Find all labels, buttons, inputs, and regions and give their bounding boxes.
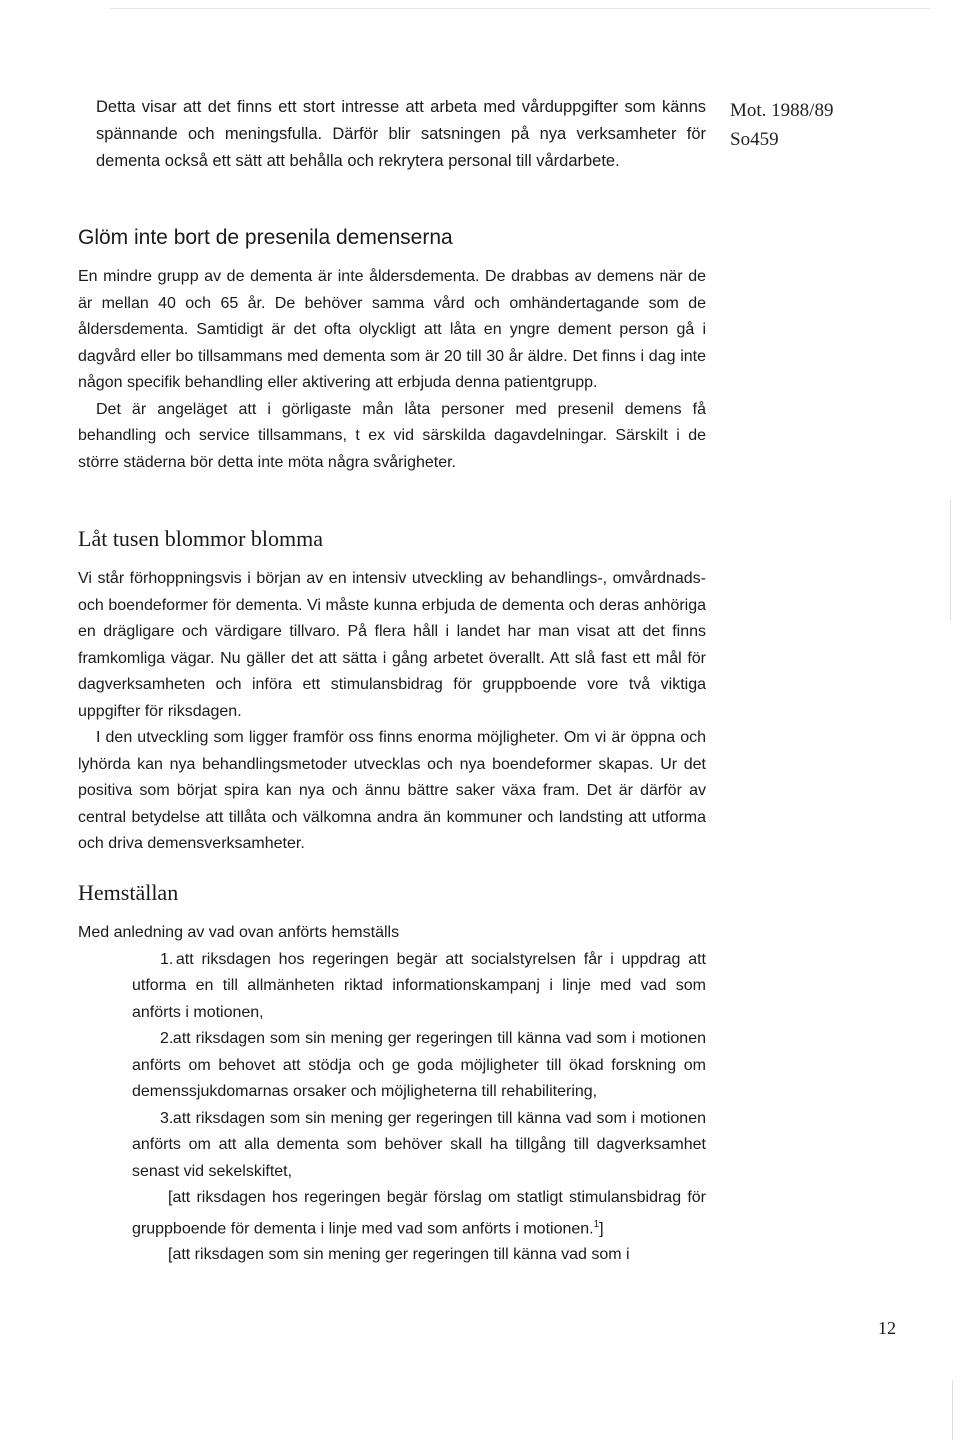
item-text: att riksdagen hos regeringen begär att socialstyrelsen får i uppdrag att utforma en till allmänheten riktad informationskampanj i linje med vad som anförts i motionen, — [132, 950, 706, 1021]
scan-edge-line — [952, 1380, 953, 1440]
intro-paragraph: Detta visar att det finns ett stort intresse att arbeta med vårduppgifter som känns spännande och meningsfulla. Därför blir satsningen på nya verksamheter för dementa också ett sätt att behålla och rekrytera personal till vårdarbete. — [96, 98, 706, 170]
item-text: att riksdagen som sin mening ger regeringen till känna vad som i motionen anförts om behovet att stödja och ge goda möjligheter till ökad forskning om demenssjukdomarnas orsaker och möjligheterna till rehabilitering, — [132, 1030, 706, 1100]
item-text: [att riksdagen hos regeringen begär förslag om statligt stimulansbidrag för gruppboende för dementa i linje med vad som anförts i motionen. — [132, 1189, 706, 1237]
item-text: att riksdagen som sin mening ger regeringen till känna vad som i motionen anförts om att alla dementa som behöver skall ha tillgång till dagverksamhet senast vid sekelskiftet, — [132, 1109, 706, 1180]
request-item — [132, 947, 706, 1027]
request-item-bracketed — [132, 1242, 706, 1269]
request-item — [132, 1026, 706, 1106]
scan-edge-line — [950, 500, 951, 620]
paragraph: En mindre grupp av de dementa är inte åldersdementa. De drabbas av demens när de är mellan 40 och 65 år. De behöver samma vård och omhändertagande som de åldersdementa. Samtidigt är det ofta olyckligt att låta en yngre dement person gå i dagvård eller bo tillsammans med dementa som är 20 till 30 år äldre. Det finns i dag inte någon specifik behandling eller aktivering att erbjuda denna patientgrupp. — [78, 268, 706, 391]
request-lead: Med anledning av vad ovan anförts hemställs — [78, 924, 400, 941]
request-item — [132, 1106, 706, 1186]
section-heading: Hemställan — [78, 880, 179, 905]
paragraph: I den utveckling som ligger framför oss finns enorma möjligheter. Om vi är öppna och lyhörda kan nya behandlingsmetoder utvecklas och nya boendeformer skapas. Ur det positiva som börjat spira kan nya och ännu bättre saker växa fram. Det är därför av central betydelse att tillåta och välkomna andra än kommuner och landsting att utforma och driva demensverksamheter. — [78, 729, 706, 852]
item-text: [att riksdagen som sin mening ger regeringen till känna vad som i — [168, 1246, 630, 1264]
section-request — [78, 880, 706, 1269]
item-number: 1. — [160, 950, 174, 968]
paragraph: Vi står förhoppningsvis i början av en intensiv utveckling av behandlings-, omvårdnads- och boendeformer för dementa. Vi måste kunna erbjuda de dementa och deras anhöriga en drägligare och värdigare tillvaro. På flera håll i landet har man visat att det finns framkomliga vägar. Nu gäller det att sätta i gång arbetet överallt. Att slå fast ett mål för dagverksamheten och införa ett stimulansbidrag för gruppboende vore två viktiga uppgifter för riksdagen. — [78, 570, 706, 720]
footnote-marker: 1 — [593, 1218, 600, 1230]
section-heading: Glöm inte bort de presenila demenserna — [78, 226, 453, 249]
scan-top-rule — [110, 8, 930, 9]
paragraph: Det är angeläget att i görligaste mån låta personer med presenil demens få behandling och service tillsammans, t ex vid särskilda dagavdelningar. Särskilt i de större städerna bör detta inte möta några svårigheter. — [78, 400, 706, 471]
item-number: 3. — [160, 1109, 174, 1127]
bracket-close: ] — [599, 1219, 604, 1237]
page-number: 12 — [878, 1318, 896, 1338]
motion-code: So459 — [730, 129, 779, 150]
section-thousand-flowers — [78, 526, 706, 858]
request-item-bracketed — [132, 1185, 706, 1242]
motion-number: Mot. 1988/89 — [730, 100, 834, 121]
section-presenile — [78, 226, 706, 476]
section-heading: Låt tusen blommor blomma — [78, 526, 324, 551]
motion-reference — [730, 96, 833, 154]
item-number: 2. — [160, 1030, 174, 1047]
